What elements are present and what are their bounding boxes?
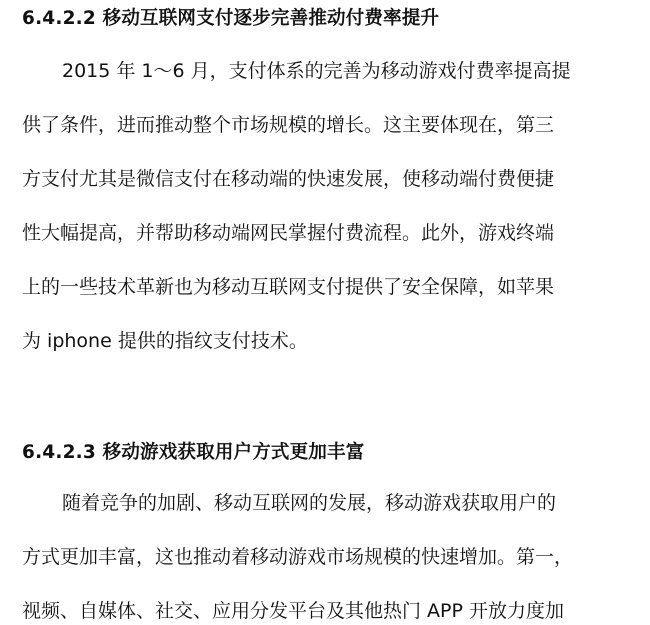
- paragraph-line: 性大幅提高，并帮助移动端网民掌握付费流程。此外，游戏终端: [22, 222, 555, 244]
- paragraph-line: 视频、自媒体、社交、应用分发平台及其他热门 APP 开放力度加: [22, 600, 564, 622]
- paragraph-line: 上的一些技术革新也为移动互联网支付提供了安全保障，如苹果: [22, 276, 555, 298]
- section-heading-6-4-2-3: 6.4.2.3 移动游戏获取用户方式更加丰富: [22, 442, 365, 463]
- paragraph-line: 随着竞争的加剧、移动互联网的发展，移动游戏获取用户的: [62, 492, 557, 514]
- paragraph-line: 为 iphone 提供的指纹支付技术。: [22, 330, 308, 352]
- paragraph-line: 2015 年 1～6 月，支付体系的完善为移动游戏付费率提高提: [62, 60, 571, 82]
- paragraph-line: 供了条件，进而推动整个市场规模的增长。这主要体现在，第三: [22, 114, 555, 136]
- paragraph-line: 方式更加丰富，这也推动着移动游戏市场规模的快速增加。第一，: [22, 546, 574, 568]
- section-heading-6-4-2-2: 6.4.2.2 移动互联网支付逐步完善推动付费率提升: [22, 8, 440, 29]
- paragraph-line: 方支付尤其是微信支付在移动端的快速发展，使移动端付费便捷: [22, 168, 555, 190]
